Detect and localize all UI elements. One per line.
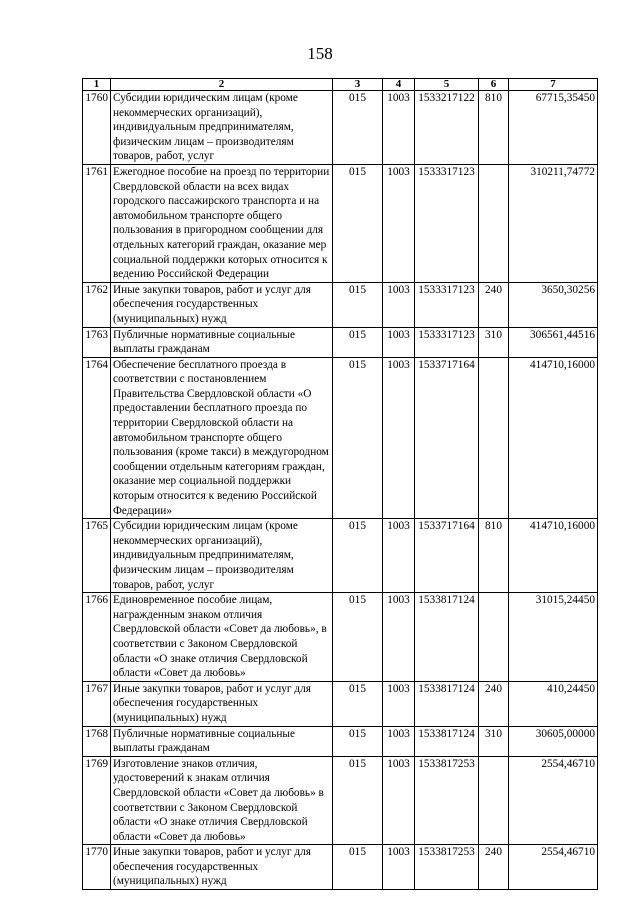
row-amount: 310211,74772 [509, 164, 598, 282]
table-row [83, 519, 598, 593]
row-expense-type: 240 [479, 282, 509, 327]
row-expense-type: 310 [479, 327, 509, 357]
row-description: Ежегодное пособие на проезд по территории Свердловской области на всех видах городского пассажирского транспорта и на автомобильном транспорте общего пользования в пригородном сообщении для отдельных категорий граждан, оказание мер социальной поддержки которых относится к ведению Российской Федерации [111, 164, 333, 282]
row-amount: 3650,30256 [509, 282, 598, 327]
row-section-code: 1003 [383, 519, 415, 593]
budget-table [82, 78, 598, 890]
row-amount: 2554,46710 [509, 756, 598, 845]
row-description: Субсидии юридическим лицам (кроме некоммерческих организаций), индивидуальным предпринимателям, физическим лицам – производителям товаров, работ, услуг [111, 91, 333, 165]
row-section-code: 1003 [383, 681, 415, 726]
row-section-code: 1003 [383, 726, 415, 756]
row-expense-type [479, 593, 509, 682]
row-expense-type: 240 [479, 681, 509, 726]
row-article-code: 1533717164 [415, 519, 479, 593]
col-header: 2 [111, 79, 333, 91]
row-description: Изготовление знаков отличия, удостоверений к знакам отличия Свердловской области «Совет да любовь» в соответствии с Законом Свердловской области «О знаке отличия Свердловской области «Совет да любовь» [111, 756, 333, 845]
col-header: 3 [333, 79, 383, 91]
row-number: 1765 [83, 519, 111, 593]
table-row [83, 91, 598, 165]
table-row [83, 726, 598, 756]
row-article-code: 1533817124 [415, 726, 479, 756]
row-ministry-code: 015 [333, 357, 383, 519]
row-ministry-code: 015 [333, 91, 383, 165]
row-ministry-code: 015 [333, 519, 383, 593]
row-ministry-code: 015 [333, 282, 383, 327]
row-number: 1767 [83, 681, 111, 726]
row-description: Субсидии юридическим лицам (кроме некоммерческих организаций), индивидуальным предпринимателям, физическим лицам – производителям товаров, работ, услуг [111, 519, 333, 593]
row-amount: 30605,00000 [509, 726, 598, 756]
table-row [83, 756, 598, 845]
row-expense-type [479, 357, 509, 519]
row-section-code: 1003 [383, 91, 415, 165]
row-number: 1760 [83, 91, 111, 165]
row-ministry-code: 015 [333, 756, 383, 845]
row-article-code: 1533817253 [415, 756, 479, 845]
row-number: 1764 [83, 357, 111, 519]
table-row [83, 357, 598, 519]
row-ministry-code: 015 [333, 164, 383, 282]
row-article-code: 1533317123 [415, 327, 479, 357]
table-body [83, 91, 598, 890]
row-article-code: 1533817124 [415, 593, 479, 682]
row-article-code: 1533217122 [415, 91, 479, 165]
page-number: 158 [307, 44, 333, 63]
table-row [83, 845, 598, 890]
row-amount: 414710,16000 [509, 519, 598, 593]
row-expense-type: 310 [479, 726, 509, 756]
col-header: 4 [383, 79, 415, 91]
row-amount: 67715,35450 [509, 91, 598, 165]
header-row [83, 79, 598, 91]
row-number: 1763 [83, 327, 111, 357]
row-section-code: 1003 [383, 357, 415, 519]
row-description: Иные закупки товаров, работ и услуг для обеспечения государственных (муниципальных) нужд [111, 681, 333, 726]
row-expense-type: 810 [479, 519, 509, 593]
table-row [83, 327, 598, 357]
row-ministry-code: 015 [333, 845, 383, 890]
row-description: Публичные нормативные социальные выплаты гражданам [111, 726, 333, 756]
row-number: 1770 [83, 845, 111, 890]
row-description: Иные закупки товаров, работ и услуг для обеспечения государственных (муниципальных) нужд [111, 282, 333, 327]
row-number: 1769 [83, 756, 111, 845]
row-expense-type [479, 756, 509, 845]
row-section-code: 1003 [383, 164, 415, 282]
row-amount: 306561,44516 [509, 327, 598, 357]
col-header: 1 [83, 79, 111, 91]
row-section-code: 1003 [383, 756, 415, 845]
row-number: 1762 [83, 282, 111, 327]
row-expense-type: 240 [479, 845, 509, 890]
table-row [83, 282, 598, 327]
row-number: 1761 [83, 164, 111, 282]
table-row [83, 681, 598, 726]
row-amount: 2554,46710 [509, 845, 598, 890]
row-ministry-code: 015 [333, 681, 383, 726]
col-header: 7 [509, 79, 598, 91]
row-section-code: 1003 [383, 845, 415, 890]
row-amount: 414710,16000 [509, 357, 598, 519]
table-row [83, 593, 598, 682]
row-amount: 31015,24450 [509, 593, 598, 682]
row-article-code: 1533817124 [415, 681, 479, 726]
row-section-code: 1003 [383, 282, 415, 327]
row-article-code: 1533717164 [415, 357, 479, 519]
row-description: Единовременное пособие лицам, награжденным знаком отличия Свердловской области «Совет да любовь», в соответствии с Законом Свердловской области «О знаке отличия Свердловской области «Совет да любовь» [111, 593, 333, 682]
col-header: 6 [479, 79, 509, 91]
row-section-code: 1003 [383, 327, 415, 357]
row-description: Обеспечение бесплатного проезда в соответствии с постановлением Правительства Свердловской области «О предоставлении бесплатного проезда по территории Свердловской области на автомобильном транспорте общего пользования (кроме такси) в междугородном сообщении отдельным категориям граждан, оказание мер социальной поддержки которым относится к ведению Российской Федерации» [111, 357, 333, 519]
row-ministry-code: 015 [333, 593, 383, 682]
row-description: Публичные нормативные социальные выплаты гражданам [111, 327, 333, 357]
row-number: 1768 [83, 726, 111, 756]
row-description: Иные закупки товаров, работ и услуг для обеспечения государственных (муниципальных) нужд [111, 845, 333, 890]
row-ministry-code: 015 [333, 726, 383, 756]
table-row [83, 164, 598, 282]
row-section-code: 1003 [383, 593, 415, 682]
row-amount: 410,24450 [509, 681, 598, 726]
row-expense-type [479, 164, 509, 282]
row-article-code: 1533317123 [415, 282, 479, 327]
row-article-code: 1533817253 [415, 845, 479, 890]
row-number: 1766 [83, 593, 111, 682]
row-article-code: 1533317123 [415, 164, 479, 282]
row-expense-type: 810 [479, 91, 509, 165]
col-header: 5 [415, 79, 479, 91]
row-ministry-code: 015 [333, 327, 383, 357]
